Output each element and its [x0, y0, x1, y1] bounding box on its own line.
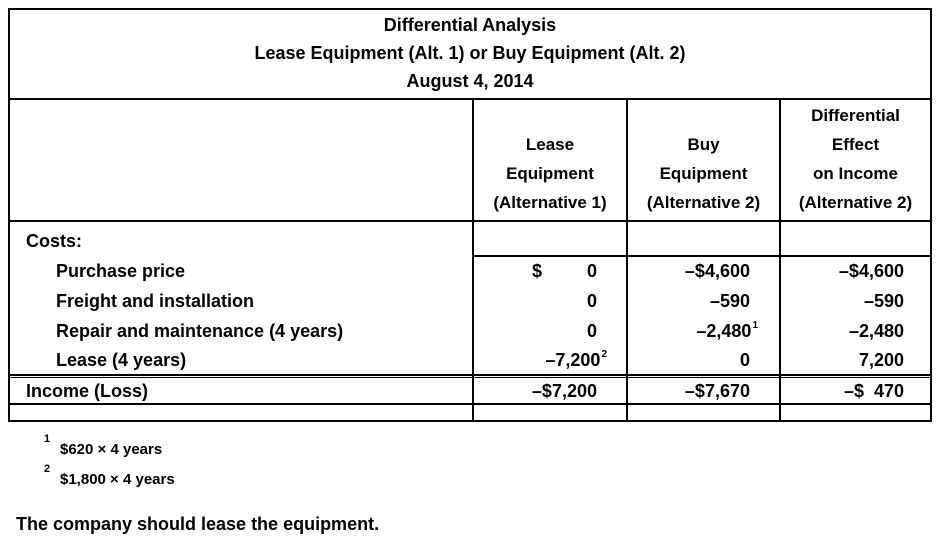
- header-divider: [10, 220, 930, 222]
- costs-section-label: Costs:: [26, 231, 83, 251]
- row-divider: [472, 255, 930, 257]
- report-date: August 4, 2014: [406, 71, 534, 91]
- conclusion-text: The company should lease the equipment.: [16, 514, 380, 534]
- column-header-buy: Buy Equipment (Alternative 2): [646, 135, 761, 212]
- differential-analysis-table: [8, 8, 932, 422]
- lease-purchase-price: 0: [586, 261, 597, 281]
- report-subtitle: Lease Equipment (Alt. 1) or Buy Equipment (Alt. 2): [254, 43, 686, 63]
- row-label-repair-maintenance: Repair and maintenance (4 years): [56, 321, 344, 341]
- diff-repair: –2,480: [848, 321, 904, 341]
- buy-repair: –2,480$^1$: [696, 320, 758, 341]
- diff-total: –$ 470: [843, 381, 904, 401]
- row-label-freight-installation: Freight and installation: [56, 291, 255, 311]
- lease-total: –$7,200: [531, 381, 597, 401]
- column-header-lease: Lease Equipment (Alternative 1): [493, 135, 607, 212]
- lease-dollar-sign: $: [532, 261, 543, 281]
- diff-purchase-price: –$4,600: [838, 261, 904, 281]
- footnote-mark: 1: [44, 433, 51, 445]
- lease-freight: 0: [586, 291, 597, 311]
- footnote-1: [44, 433, 163, 458]
- diff-freight: –590: [863, 291, 904, 311]
- buy-purchase-price: –$4,600: [684, 261, 750, 281]
- footnote-ref-2: 2: [601, 349, 607, 360]
- row-label-purchase-price: Purchase price: [56, 261, 186, 281]
- column-header-differential: Differential Effect on Income (Alternative 2): [798, 106, 913, 212]
- report-header: [10, 10, 930, 100]
- footnote-mark: 2: [44, 463, 51, 475]
- footnote-ref-1: 1: [752, 320, 758, 331]
- lease-repair: 0: [586, 321, 597, 341]
- buy-total: –$7,670: [684, 381, 750, 401]
- row-label-lease: Lease (4 years): [56, 350, 187, 370]
- subtotal-rule: [10, 374, 930, 376]
- buy-lease: 0: [739, 350, 750, 370]
- footnote-2: [44, 463, 175, 488]
- report-title: Differential Analysis: [383, 15, 557, 35]
- diff-lease: 7,200: [858, 350, 904, 370]
- footnote-text: $1,800 × 4 years: [60, 471, 175, 488]
- footnote-text: $620 × 4 years: [60, 441, 163, 458]
- row-label-income-loss: Income (Loss): [26, 381, 149, 401]
- lease-lease: –7,200$^2$: [545, 349, 607, 370]
- buy-freight: –590: [709, 291, 750, 311]
